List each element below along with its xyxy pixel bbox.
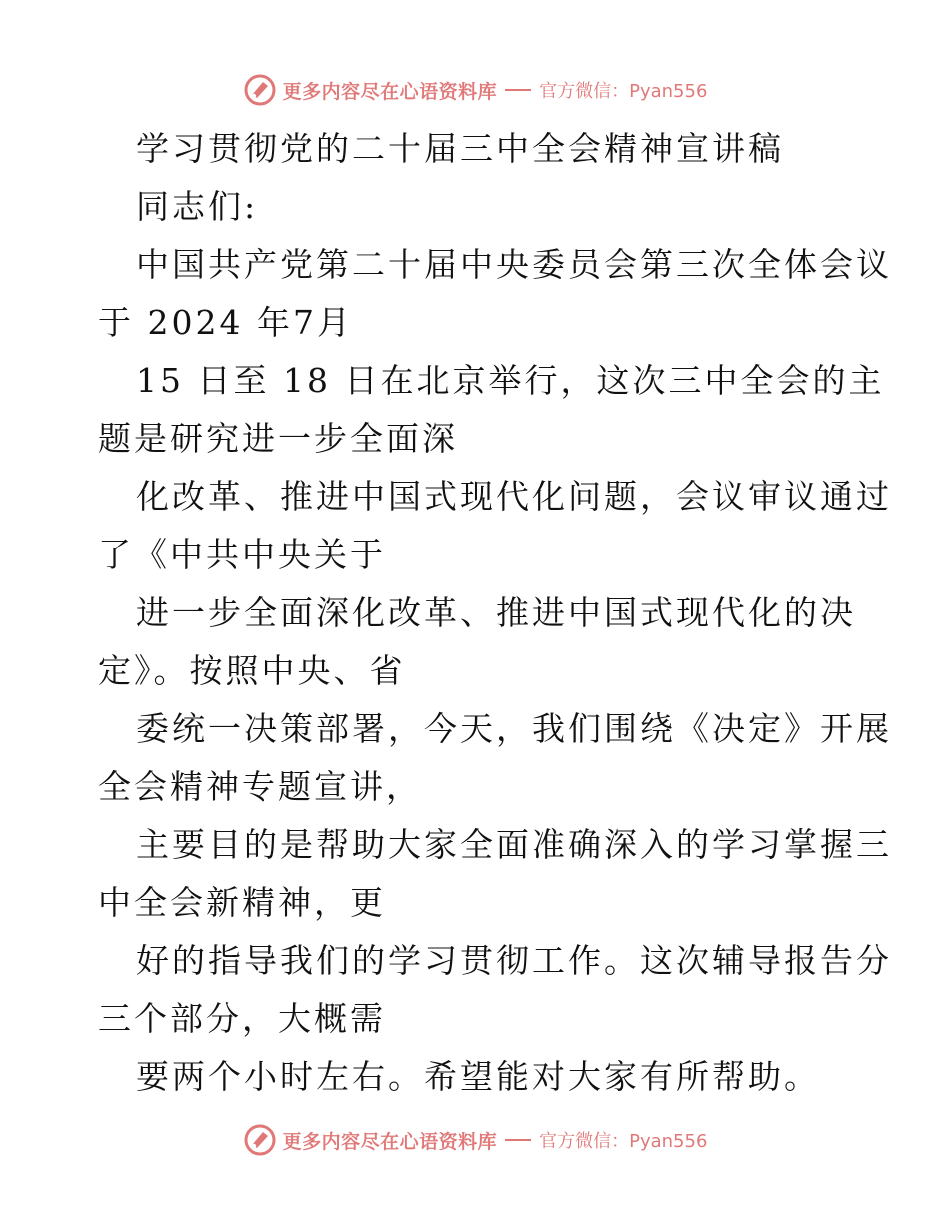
document-line: 好的指导我们的学习贯彻工作。这次辅导报告分 (136, 941, 892, 980)
document-line: 题是研究进一步全面深 (98, 419, 458, 458)
brand-logo-icon (243, 73, 277, 107)
document-lines (98, 236, 898, 1106)
document-body (98, 120, 898, 1106)
watermark-dash (505, 1139, 531, 1141)
document-line: 进一步全面深化改革、推进中国式现代化的决 (136, 593, 856, 632)
document-line: 三个部分，大概需 (98, 999, 386, 1038)
watermark-wechat-text: 官方微信：Pyan556 (539, 1131, 708, 1152)
document-salutation: 同志们: (136, 187, 259, 226)
document-line: 定》。按照中央、省 (98, 651, 406, 690)
document-line: 委统一决策部署，今天，我们围绕《决定》开展 (136, 709, 892, 748)
watermark-dash (505, 89, 531, 91)
document-line: 主要目的是帮助大家全面准确深入的学习掌握三 (136, 825, 892, 864)
watermark-site-text: 更多内容尽在心语资料库 (282, 80, 498, 103)
document-line: 化改革、推进中国式现代化问题，会议审议通过 (136, 477, 892, 516)
watermark-wechat-text: 官方微信：Pyan556 (539, 81, 708, 102)
document-line: 15 日至 18 日在北京举行，这次三中全会的主 (136, 361, 885, 400)
document-title: 学习贯彻党的二十届三中全会精神宣讲稿 (136, 129, 784, 168)
document-line: 了《中共中央关于 (98, 535, 386, 574)
header-watermark (0, 72, 950, 108)
document-line: 要两个小时左右。希望能对大家有所帮助。 (136, 1057, 820, 1096)
watermark-site-text: 更多内容尽在心语资料库 (282, 1130, 498, 1153)
footer-watermark (0, 1122, 950, 1158)
document-line: 中全会新精神，更 (98, 883, 386, 922)
document-line: 全会精神专题宣讲， (98, 767, 422, 806)
document-line: 于 2024 年7月 (98, 303, 353, 342)
brand-logo-icon (243, 1123, 277, 1157)
document-line: 中国共产党第二十届中央委员会第三次全体会议 (136, 245, 892, 284)
